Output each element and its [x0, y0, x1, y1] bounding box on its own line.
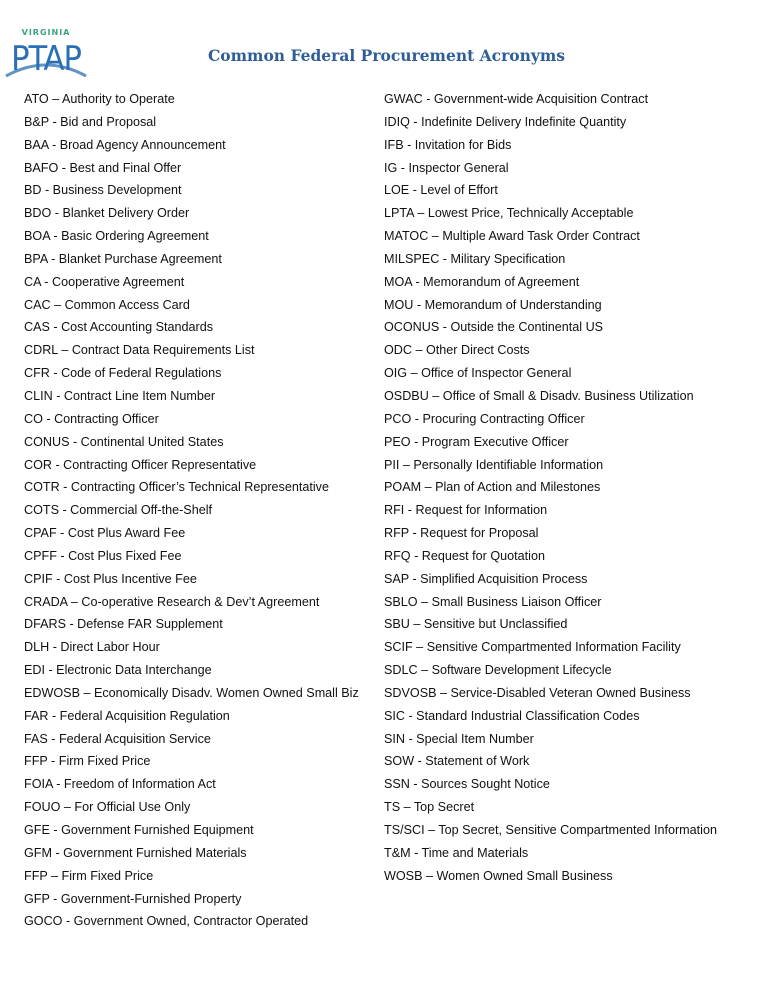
acronym-item: MOA - Memorandum of Agreement — [384, 274, 580, 289]
acronym-item: DLH - Direct Labor Hour — [24, 640, 160, 655]
acronym-list-left — [24, 90, 359, 935]
acronym-item: GOCO - Government Owned, Contractor Operated — [24, 914, 309, 929]
acronym-item: GFE - Government Furnished Equipment — [24, 823, 254, 837]
acronym-item: LOE - Level of Effort — [384, 183, 498, 198]
acronym-item: TS – Top Secret — [384, 800, 475, 815]
acronym-item: COTR - Contracting Officer’s Technical Representative — [24, 480, 329, 495]
acronym-item: B&P - Bid and Proposal — [24, 114, 157, 129]
acronym-item: OCONUS - Outside the Continental US — [384, 320, 604, 335]
acronym-item: BOA - Basic Ordering Agreement — [24, 229, 209, 244]
svg-text:PTAP: PTAP — [11, 39, 81, 79]
acronym-item: GFP - Government-Furnished Property — [24, 891, 242, 906]
acronym-item: TS/SCI – Top Secret, Sensitive Compartmented Information — [384, 823, 717, 837]
acronym-item: BPA - Blanket Purchase Agreement — [24, 251, 222, 266]
acronym-item: FAS - Federal Acquisition Service — [24, 731, 211, 746]
acronym-item: MILSPEC - Military Specification — [384, 251, 566, 266]
acronym-item: SDVOSB – Service-Disabled Veteran Owned Business — [384, 685, 691, 700]
acronym-item: SBU – Sensitive but Unclassified — [384, 617, 568, 632]
acronym-item: WOSB – Women Owned Small Business — [384, 868, 613, 883]
acronym-item: BAFO - Best and Final Offer — [24, 160, 182, 175]
acronym-item: RFP - Request for Proposal — [384, 526, 539, 541]
acronym-item: SCIF – Sensitive Compartmented Information Facility — [384, 640, 681, 655]
acronym-item: FAR - Federal Acquisition Regulation — [24, 708, 230, 723]
acronym-item: SIN - Special Item Number — [384, 731, 534, 746]
acronym-item: CAS - Cost Accounting Standards — [24, 320, 214, 335]
acronym-item: CLIN - Contract Line Item Number — [24, 388, 216, 403]
acronym-item: OIG – Office of Inspector General — [384, 366, 572, 381]
acronym-item: CONUS - Continental United States — [24, 434, 224, 449]
acronym-item: COTS - Commercial Off-the-Shelf — [24, 503, 213, 518]
acronym-item: LPTA – Lowest Price, Technically Acceptable — [384, 206, 634, 221]
acronym-item: CAC – Common Access Card — [24, 297, 190, 312]
page-title: Common Federal Procurement Acronyms — [207, 46, 566, 65]
acronym-item: RFQ - Request for Quotation — [384, 548, 545, 563]
acronym-item: ATO – Authority to Operate — [24, 92, 175, 106]
acronym-item: GWAC - Government-wide Acquisition Contract — [384, 92, 649, 106]
acronym-item: SBLO – Small Business Liaison Officer — [384, 594, 602, 609]
acronym-item: CPIF - Cost Plus Incentive Fee — [24, 571, 197, 586]
acronym-item: COR - Contracting Officer Representative — [24, 457, 257, 472]
svg-text:VIRGINIA: VIRGINIA — [21, 28, 71, 37]
acronym-item: CO - Contracting Officer — [24, 411, 159, 426]
acronym-item: MATOC – Multiple Award Task Order Contract — [384, 229, 640, 244]
acronym-item: OSDBU – Office of Small & Disadv. Business Utilization — [384, 388, 694, 403]
acronym-item: IFB - Invitation for Bids — [384, 137, 512, 152]
acronym-item: SSN - Sources Sought Notice — [384, 777, 550, 792]
acronym-item: DFARS - Defense FAR Supplement — [24, 617, 223, 632]
acronym-item: CPFF - Cost Plus Fixed Fee — [24, 548, 182, 563]
acronym-item: CDRL – Contract Data Requirements List — [24, 343, 255, 358]
acronym-item: SOW - Statement of Work — [384, 754, 530, 769]
acronym-item: PCO - Procuring Contracting Officer — [384, 411, 585, 426]
acronym-item: FOUO – For Official Use Only — [24, 800, 191, 815]
acronym-item: FFP - Firm Fixed Price — [24, 754, 151, 769]
acronym-item: CA - Cooperative Agreement — [24, 274, 185, 289]
acronym-item: SDLC – Software Development Lifecycle — [384, 663, 612, 678]
acronym-item: CRADA – Co-operative Research & Dev’t Agreement — [24, 594, 320, 609]
acronym-item: IG - Inspector General — [384, 160, 509, 175]
acronym-item: SIC - Standard Industrial Classification Codes — [384, 708, 640, 723]
acronym-item: PEO - Program Executive Officer — [384, 434, 569, 449]
acronym-item: POAM – Plan of Action and Milestones — [384, 480, 601, 495]
acronym-item: BD - Business Development — [24, 183, 182, 198]
acronym-item: EDI - Electronic Data Interchange — [24, 663, 212, 678]
acronym-item: MOU - Memorandum of Understanding — [384, 297, 602, 312]
acronym-item: GFM - Government Furnished Materials — [24, 845, 247, 860]
acronym-item: BAA - Broad Agency Announcement — [24, 137, 226, 152]
acronym-item: IDIQ - Indefinite Delivery Indefinite Quantity — [384, 114, 627, 129]
acronym-item: FOIA - Freedom of Information Act — [24, 777, 216, 792]
acronym-item: FFP – Firm Fixed Price — [24, 868, 154, 883]
acronym-item: EDWOSB – Economically Disadv. Women Owned Small Biz — [24, 685, 359, 700]
acronym-item: CPAF - Cost Plus Award Fee — [24, 526, 186, 541]
acronym-item: ODC – Other Direct Costs — [384, 343, 530, 358]
acronym-item: T&M - Time and Materials — [384, 845, 529, 860]
acronym-item: PII – Personally Identifiable Information — [384, 457, 604, 472]
acronym-item: CFR - Code of Federal Regulations — [24, 366, 222, 381]
acronym-list-right — [384, 90, 717, 890]
acronym-item: BDO - Blanket Delivery Order — [24, 206, 190, 221]
acronym-item: RFI - Request for Information — [384, 503, 548, 518]
acronym-item: SAP - Simplified Acquisition Process — [384, 571, 588, 586]
